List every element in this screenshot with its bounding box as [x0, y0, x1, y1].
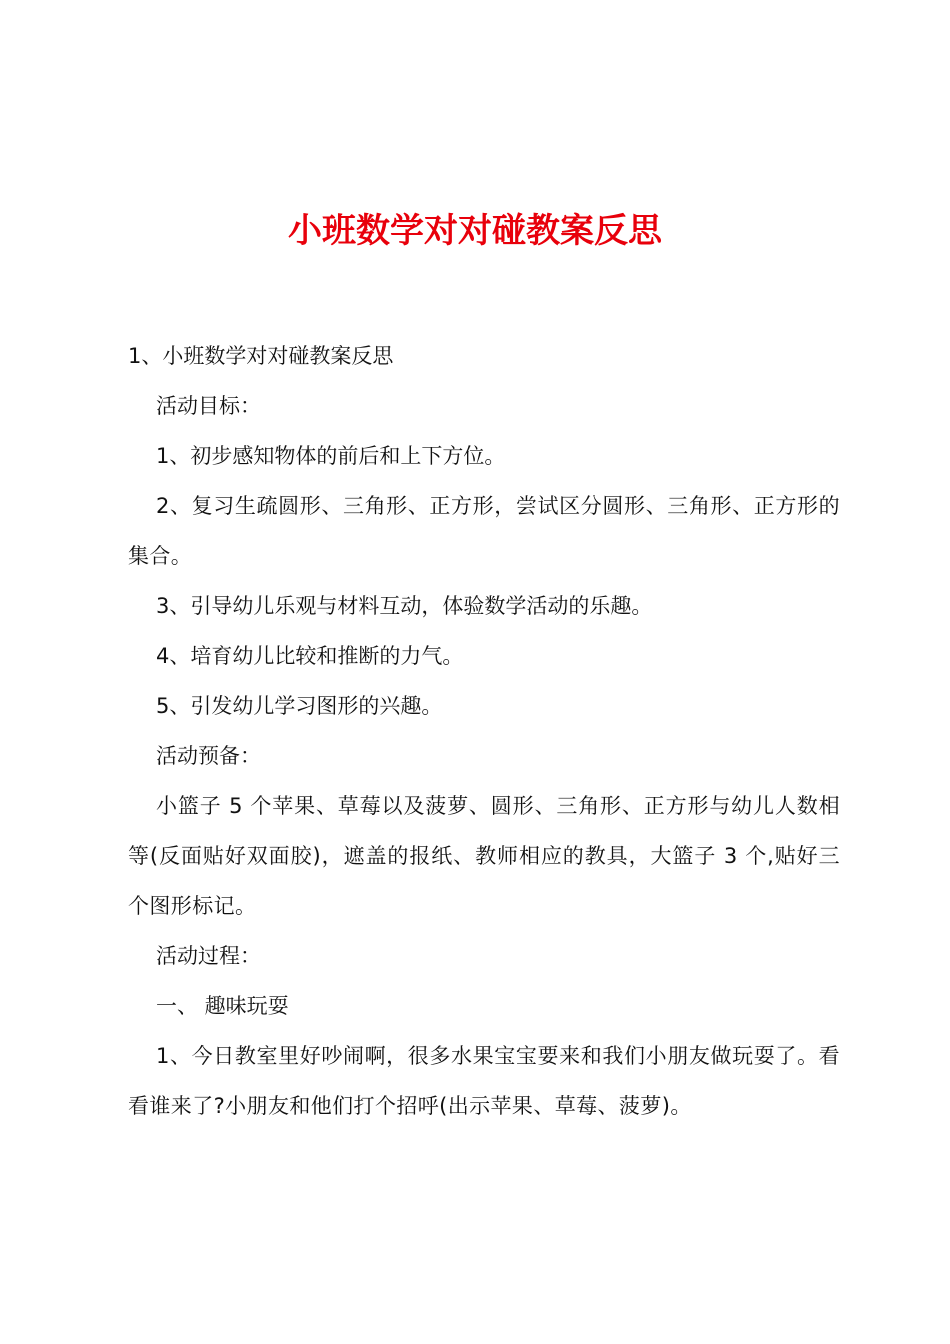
paragraph-prep-content: 小篮子 5 个苹果、草莓以及菠萝、圆形、三角形、正方形与幼儿人数相等(反面贴好双面胶)，遮盖的报纸、教师相应的教具，大篮子 3 个,贴好三个图形标记。 — [128, 794, 840, 918]
paragraph-goal-3: 3、引导幼儿乐观与材料互动，体验数学活动的乐趣。 — [156, 594, 653, 618]
paragraph-prep-heading: 活动预备： — [156, 744, 261, 768]
paragraph-process-step-1: 1、今日教室里好吵闹啊，很多水果宝宝要来和我们小朋友做玩耍了。看看谁来了?小朋友和他们打个招呼(出示苹果、草莓、菠萝)。 — [128, 1044, 840, 1118]
paragraph-goal-2: 2、复习生疏圆形、三角形、正方形，尝试区分圆形、三角形、正方形的集合。 — [128, 494, 840, 568]
document-title: 小班数学对对碰教案反思 — [288, 211, 662, 251]
paragraph-goal-1: 1、初步感知物体的前后和上下方位。 — [156, 444, 506, 468]
paragraph-process-heading: 活动过程： — [156, 944, 261, 968]
section-heading: 1、小班数学对对碰教案反思 — [128, 344, 394, 368]
paragraph-process-part-1: 一、 趣味玩耍 — [156, 994, 289, 1018]
paragraph-goal-4: 4、培育幼儿比较和推断的力气。 — [156, 644, 464, 668]
paragraph-goals-heading: 活动目标： — [156, 394, 261, 418]
paragraph-goal-5: 5、引发幼儿学习图形的兴趣。 — [156, 694, 443, 718]
document-body — [128, 331, 840, 1131]
